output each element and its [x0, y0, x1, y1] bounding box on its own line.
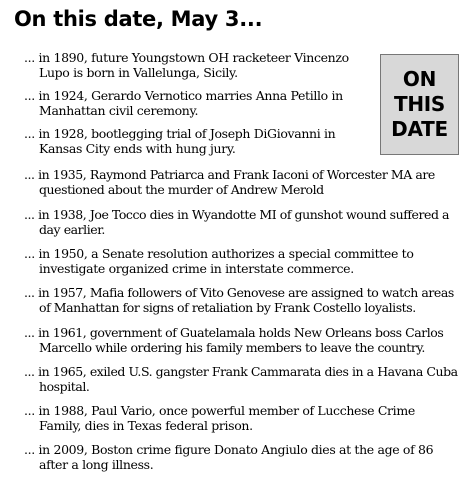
- event-item-1988: [24, 403, 415, 433]
- event-line: questioned about the murder of Andrew Merold: [39, 182, 324, 197]
- event-line: ... in 2009, Boston crime figure Donato Angiulo dies at the age of 86: [24, 442, 434, 457]
- event-line: ... in 1890, future Youngstown OH racketeer Vincenzo: [24, 50, 349, 65]
- event-line: of Manhattan for signs of retaliation by Frank Costello loyalists.: [39, 300, 416, 315]
- event-line: after a long illness.: [39, 457, 154, 472]
- event-line: ... in 1938, Joe Tocco dies in Wyandotte MI of gunshot wound suffered a: [24, 207, 450, 222]
- page-title: On this date, May 3...: [14, 7, 263, 31]
- event-item-1890: [24, 50, 349, 80]
- event-item-1965: [24, 364, 458, 394]
- event-line: investigate organized crime in interstate commerce.: [39, 261, 354, 276]
- event-item-1935: [24, 167, 435, 197]
- event-item-1957: [24, 285, 454, 315]
- event-item-1950: [24, 246, 414, 276]
- event-line: Lupo is born in Vallelunga, Sicily.: [39, 65, 238, 80]
- event-item-1928: [24, 126, 335, 156]
- event-line: ... in 1935, Raymond Patriarca and Frank Iaconi of Worcester MA are: [24, 167, 435, 182]
- badge-line-1: ON: [402, 67, 437, 91]
- badge-line-2: THIS: [393, 92, 446, 116]
- event-line: ... in 1950, a Senate resolution authorizes a special committee to: [24, 246, 414, 261]
- event-line: ... in 1965, exiled U.S. gangster Frank Cammarata dies in a Havana Cuba: [24, 364, 458, 379]
- event-line: ... in 1928, bootlegging trial of Joseph DiGiovanni in: [24, 126, 336, 141]
- event-line: day earlier.: [39, 222, 105, 237]
- event-line: ... in 1961, government of Guatelamala holds New Orleans boss Carlos: [24, 325, 444, 340]
- event-item-1961: [24, 325, 443, 355]
- event-line: Marcello while ordering his family members to leave the country.: [39, 340, 425, 355]
- event-line: Family, dies in Texas federal prison.: [39, 418, 253, 433]
- event-line: hospital.: [39, 379, 90, 394]
- event-line: Manhattan civil ceremony.: [39, 103, 199, 118]
- on-this-date-badge: [380, 54, 459, 155]
- event-line: ... in 1924, Gerardo Vernotico marries Anna Petillo in: [24, 88, 343, 103]
- event-line: ... in 1957, Mafia followers of Vito Genovese are assigned to watch areas: [24, 285, 454, 300]
- event-line: Kansas City ends with hung jury.: [39, 141, 236, 156]
- event-item-2009: [24, 442, 433, 472]
- event-item-1938: [24, 207, 449, 237]
- event-line: ... in 1988, Paul Vario, once powerful member of Lucchese Crime: [24, 403, 415, 418]
- event-item-1924: [24, 88, 343, 118]
- badge-line-3: DATE: [391, 117, 448, 141]
